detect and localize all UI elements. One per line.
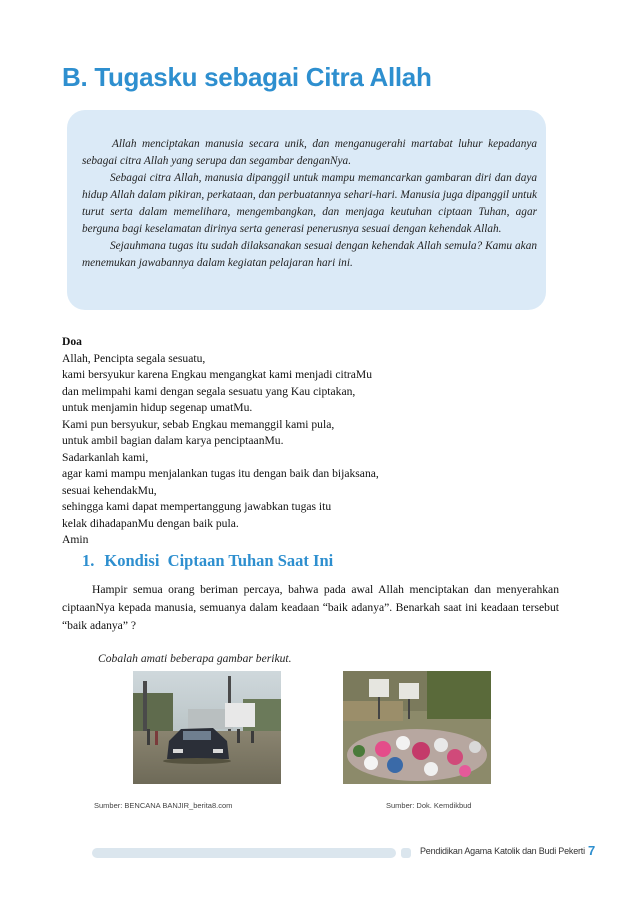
footer-dot xyxy=(401,848,411,858)
intro-paragraph: Sejauhmana tugas itu sudah dilaksanakan sesuai dengan kehendak Allah semula? Kamu akan menemukan jawabannya dalam kegiatan pelajaran hari ini. xyxy=(82,240,537,269)
page-number: 7 xyxy=(588,843,596,858)
prayer-line: kelak dihadapanMu dengan baik pula. xyxy=(62,516,239,530)
section-title: B. Tugasku sebagai Citra Allah xyxy=(62,62,432,92)
footer-bar xyxy=(92,848,396,858)
prayer-line: sehingga kami dapat mempertanggung jawabkan tugas itu xyxy=(62,500,332,513)
prayer-line: sesuai kehendakMu, xyxy=(62,483,157,497)
intro-paragraph: Sebagai citra Allah, manusia dipanggil untuk mampu memancarkan gambaran diri dan daya hidup Allah dalam pikiran, perkataan, dan perbuatannya sehari-hari. Manusia juga dipanggil untuk turut serta dalam memelihara, mengembangkan, dan menjaga keutuhan ciptaan Tuhan, agar berguna bagi keselamatan dirinya serta generasi penerusnya sesuai dengan kehendak Allah. xyxy=(82,172,537,235)
flood-photo-image xyxy=(133,671,281,784)
prayer-line: dan melimpahi kami dengan segala sesuatu yang Kau ciptakan, xyxy=(62,384,356,398)
prayer-line: Amin xyxy=(62,533,89,546)
subsection-number: 1. xyxy=(82,551,95,570)
right-photo-caption: Sumber: Dok. Kemdikbud xyxy=(386,801,472,810)
prayer-heading: Doa xyxy=(62,335,82,348)
left-photo-caption: Sumber: BENCANA BANJIR_berita8.com xyxy=(94,801,233,810)
prayer-line: Allah, Pencipta segala sesuatu, xyxy=(62,351,206,365)
intro-paragraph: Allah menciptakan manusia secara unik, dan menganugerahi martabat luhur kepadanya sebagai citra Allah yang serupa dan segambar denganNya. xyxy=(82,138,537,167)
prayer-line: untuk ambil bagian dalam karya penciptaanMu. xyxy=(62,434,284,447)
prayer-line: kami bersyukur karena Engkau mengangkat kami menjadi citraMu xyxy=(62,368,373,381)
prayer-line: Sadarkanlah kami, xyxy=(62,450,149,464)
prayer-line: agar kami mampu menjalankan tugas itu dengan baik dan bijaksana, xyxy=(62,467,379,480)
prayer-line: untuk menjamin hidup segenap umatMu. xyxy=(62,401,253,414)
body-paragraph: Hampir semua orang beriman percaya, bahwa pada awal Allah menciptakan dan menyerahkan ciptaanNya kepada manusia, semuanya dalam keadaan “baik adanya”. Benarkah saat ini keadaan tersebut “baik adanya” ? xyxy=(62,583,559,632)
intro-text xyxy=(82,136,537,272)
footer-book-title: Pendidikan Agama Katolik dan Budi Pekerti xyxy=(420,846,585,856)
garbage-photo xyxy=(343,671,491,784)
flood-photo xyxy=(133,671,281,784)
instruction-text: Cobalah amati beberapa gambar berikut. xyxy=(98,652,292,665)
subsection-title xyxy=(82,551,333,571)
garbage-photo-image xyxy=(343,671,491,784)
prayer-block xyxy=(62,334,562,549)
prayer-line: Kami pun bersyukur, sebab Engkau memanggil kami pula, xyxy=(62,417,335,431)
subsection-title-text: Kondisi Ciptaan Tuhan Saat Ini xyxy=(104,551,334,570)
